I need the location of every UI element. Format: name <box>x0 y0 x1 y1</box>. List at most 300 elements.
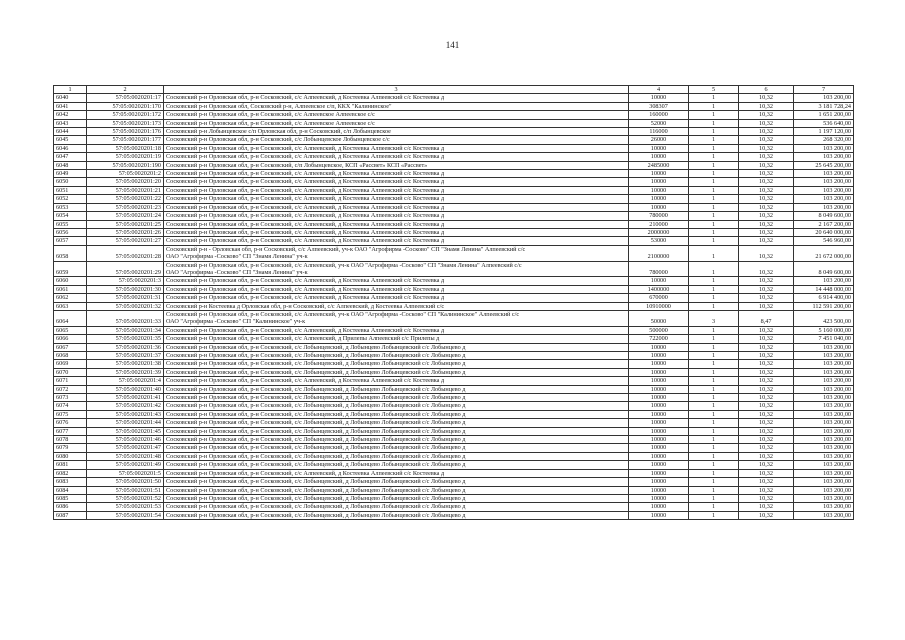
address-line: Сосковский р-н Орловская обл, р-н Сосковский, с/с Алпеевское Алпеевское с/с <box>166 119 375 127</box>
rate-cell: 10,32 <box>739 503 794 511</box>
address-cell <box>164 94 629 102</box>
category-cell: 1 <box>689 212 739 220</box>
address-cell <box>164 285 629 293</box>
table-row <box>54 511 854 519</box>
category-cell: 1 <box>689 144 739 152</box>
table-row <box>54 461 854 469</box>
table-row <box>54 212 854 220</box>
rate-cell: 10,32 <box>739 302 794 310</box>
rate-cell: 10,32 <box>739 170 794 178</box>
value-cell: 103 200,00 <box>794 277 854 285</box>
value-cell: 103 200,00 <box>794 452 854 460</box>
cadastral-number-cell: 57:05:0020201:51 <box>87 486 164 494</box>
address-line: Сосковский р-н Орловская обл, р-н Сосковский, с/с Лобынцевский, д Лобынцево Лобынцевский с/с Лобынцево д <box>166 478 466 486</box>
rate-cell: 10,32 <box>739 102 794 110</box>
address-line: Сосковский р-н Орловская обл, р-н Сосковский, с/с Лобынцевский, д Лобынцево Лобынцевский с/с Лобынцево д <box>166 419 466 427</box>
value-cell: 103 200,00 <box>794 343 854 351</box>
rate-cell: 10,32 <box>739 261 794 277</box>
rate-cell: 10,32 <box>739 285 794 293</box>
category-cell: 1 <box>689 352 739 360</box>
cadastral-number-cell: 57:05:0020201:42 <box>87 402 164 410</box>
table-row <box>54 228 854 236</box>
category-cell: 1 <box>689 494 739 502</box>
table-row <box>54 153 854 161</box>
row-number-cell: 6073 <box>54 394 87 402</box>
row-number-cell: 6080 <box>54 452 87 460</box>
table-row <box>54 170 854 178</box>
cadastral-number-cell: 57:05:0020201:49 <box>87 461 164 469</box>
address-line: Сосковский р-н Орловская обл, р-н Сосковский, с/с Лобынцевский, д Лобынцево Лобынцевский с/с Лобынцево д <box>166 444 466 452</box>
land-plots-table <box>53 85 854 520</box>
address-line: Сосковский р-н Орловская обл, р-н Сосковский, с/с Лобынцевский, д Лобынцево Лобынцевский с/с Лобынцево д <box>166 402 466 410</box>
cadastral-number-cell: 57:05:0020201:173 <box>87 119 164 127</box>
cadastral-number-cell: 57:05:0020201:32 <box>87 302 164 310</box>
address-cell <box>164 452 629 460</box>
area-cell: 10000 <box>629 402 689 410</box>
rate-cell: 10,32 <box>739 228 794 236</box>
category-cell: 1 <box>689 326 739 334</box>
value-cell: 103 200,00 <box>794 385 854 393</box>
value-cell: 103 200,00 <box>794 503 854 511</box>
area-cell: 2100000 <box>629 245 689 261</box>
area-cell: 26000 <box>629 136 689 144</box>
address-line: Сосковский р-н Орловская обл, р-н Сосковский, с/с Алпеевский, д Костеевка Алпеевский с/с Костеевка д <box>166 170 445 178</box>
address-cell <box>164 494 629 502</box>
category-cell: 1 <box>689 170 739 178</box>
row-number-cell: 6064 <box>54 310 87 326</box>
area-cell: 10000 <box>629 419 689 427</box>
cadastral-number-cell: 57:05:0020201:44 <box>87 419 164 427</box>
area-cell: 10000 <box>629 352 689 360</box>
rate-cell: 10,32 <box>739 237 794 245</box>
cadastral-number-cell: 57:05:0020201:3 <box>87 277 164 285</box>
category-cell: 1 <box>689 335 739 343</box>
cadastral-number-cell: 57:05:0020201:30 <box>87 285 164 293</box>
category-cell: 1 <box>689 153 739 161</box>
category-cell: 1 <box>689 186 739 194</box>
value-cell: 1 651 200,00 <box>794 111 854 119</box>
table-row <box>54 494 854 502</box>
value-cell: 103 200,00 <box>794 186 854 194</box>
address-cell <box>164 335 629 343</box>
value-cell: 103 200,00 <box>794 419 854 427</box>
address-cell <box>164 294 629 302</box>
rate-cell: 10,32 <box>739 436 794 444</box>
table-header-row <box>54 86 854 94</box>
address-cell <box>164 461 629 469</box>
area-cell: 10000 <box>629 170 689 178</box>
value-cell: 103 200,00 <box>794 178 854 186</box>
row-number-cell: 6063 <box>54 302 87 310</box>
row-number-cell: 6067 <box>54 343 87 351</box>
area-cell: 116000 <box>629 128 689 136</box>
address-line: Сосковский р-н Орловская обл, р-н Сосковский, с/с Алпеевский, д Костеевка Алпеевский с/с Костеевка д <box>166 153 445 161</box>
rate-cell: 10,32 <box>739 444 794 452</box>
category-cell: 1 <box>689 277 739 285</box>
cadastral-number-cell: 57:05:0020201:36 <box>87 343 164 351</box>
cadastral-number-cell: 57:05:0020201:41 <box>87 394 164 402</box>
cadastral-number-cell: 57:05:0020201:35 <box>87 335 164 343</box>
category-cell: 1 <box>689 111 739 119</box>
value-cell: 103 200,00 <box>794 478 854 486</box>
area-cell: 10000 <box>629 394 689 402</box>
address-line: Сосковский р-н - Орловская обл, р-н Сосковский, с/с Алпеевский, уч-к ОАО "Агрофирма -Сосково" СП "Знамя Ленина" Алпеевский с/с <box>166 245 526 253</box>
table-row <box>54 343 854 351</box>
row-number-cell: 6049 <box>54 170 87 178</box>
address-line: Сосковский р-н Орловская обл, р-н Сосковский, с/с Лобынцевский, д Лобынцево Лобынцевский с/с Лобынцево д <box>166 352 466 359</box>
area-cell: 160000 <box>629 111 689 119</box>
rate-cell: 10,32 <box>739 195 794 203</box>
category-cell: 1 <box>689 452 739 460</box>
category-cell: 1 <box>689 102 739 110</box>
rate-cell: 10,32 <box>739 478 794 486</box>
category-cell: 1 <box>689 220 739 228</box>
rate-cell: 10,32 <box>739 326 794 334</box>
address-cell <box>164 469 629 477</box>
value-cell: 103 200,00 <box>794 486 854 494</box>
address-line: Сосковский р-н Орловская обл, р-н Сосковский, с/с Лобынцевский, д Лобынцево Лобынцевский с/с Лобынцево д <box>166 494 466 502</box>
cadastral-number-cell: 57:05:0020201:46 <box>87 436 164 444</box>
category-cell: 1 <box>689 427 739 435</box>
category-cell: 1 <box>689 419 739 427</box>
address-line: Сосковский р-н Орловская обл, р-н Сосковский, с/с Лобынцевский, д Лобынцево Лобынцевский с/с Лобынцево д <box>166 360 466 368</box>
table-row <box>54 360 854 368</box>
value-cell: 546 960,00 <box>794 237 854 245</box>
address-line: Сосковский р-н Орловская обл, р-н Сосковский, с/с Алпеевский, д Костеевка Алпеевский с/с Костеевка д <box>166 277 445 285</box>
value-cell: 536 640,00 <box>794 119 854 127</box>
cadastral-number-cell: 57:05:0020201:40 <box>87 385 164 393</box>
row-number-cell: 6040 <box>54 94 87 102</box>
row-number-cell: 6087 <box>54 511 87 519</box>
address-cell <box>164 402 629 410</box>
area-cell: 10000 <box>629 494 689 502</box>
row-number-cell: 6060 <box>54 277 87 285</box>
area-cell: 10000 <box>629 186 689 194</box>
address-line: Сосковский р-н Орловская обл, р-н Сосковский, с/с Лобынцевский, д Лобынцево Лобынцевский с/с Лобынцево д <box>166 486 466 494</box>
category-cell: 1 <box>689 410 739 418</box>
value-cell: 103 200,00 <box>794 494 854 502</box>
area-cell: 10000 <box>629 444 689 452</box>
address-cell <box>164 486 629 494</box>
row-number-cell: 6043 <box>54 119 87 127</box>
area-cell: 10000 <box>629 469 689 477</box>
header-cell: 7 <box>794 86 854 94</box>
category-cell: 1 <box>689 486 739 494</box>
address-line: Сосковский р-н Орловская обл, р-н Сосковский, с/с Лобынцевский, д Лобынцево Лобынцевский с/с Лобынцево д <box>166 503 466 511</box>
cadastral-number-cell: 57:05:0020201:34 <box>87 326 164 334</box>
area-cell: 52000 <box>629 119 689 127</box>
row-number-cell: 6053 <box>54 203 87 211</box>
table-row <box>54 394 854 402</box>
table-row <box>54 94 854 102</box>
table-row <box>54 195 854 203</box>
address-line: Сосковский р-н Орловская обл, р-н Сосковский, с/с Лобынцевский, д Лобынцево Лобынцевский с/с Лобынцево д <box>166 394 466 402</box>
address-line: Сосковский р-н Орловская обл, р-н Сосковский, с/с Лобынцевский, д Лобынцево Лобынцевский с/с Лобынцево д <box>166 452 466 460</box>
value-cell: 103 200,00 <box>794 203 854 211</box>
cadastral-number-cell: 57:05:0020201:43 <box>87 410 164 418</box>
cadastral-number-cell: 57:05:0020201:17 <box>87 94 164 102</box>
cadastral-number-cell: 57:05:0020201:190 <box>87 161 164 169</box>
value-cell: 7 451 040,00 <box>794 335 854 343</box>
row-number-cell: 6061 <box>54 285 87 293</box>
row-number-cell: 6050 <box>54 178 87 186</box>
address-cell <box>164 144 629 152</box>
value-cell: 8 049 600,00 <box>794 212 854 220</box>
address-cell <box>164 343 629 351</box>
category-cell: 1 <box>689 136 739 144</box>
address-line: ОАО "Агрофирма -Сосково" СП "Калининское" уч-к <box>166 318 306 326</box>
area-cell: 10000 <box>629 427 689 435</box>
table-row <box>54 144 854 152</box>
category-cell: 1 <box>689 178 739 186</box>
address-cell <box>164 203 629 211</box>
area-cell: 10000 <box>629 461 689 469</box>
address-line: Сосковский р-н Орловская обл, р-н Сосковский, с/с Алпеевский, д Костеевка Алпеевский с/с Костеевка д <box>166 195 445 203</box>
category-cell: 1 <box>689 436 739 444</box>
rate-cell: 10,32 <box>739 277 794 285</box>
row-number-cell: 6083 <box>54 478 87 486</box>
category-cell: 1 <box>689 461 739 469</box>
address-line: Сосковский р-н Орловская обл, р-н Сосковский, с/с Алпеевский, д Костеевка Алпеевский с/с Костеевка д <box>166 326 445 334</box>
category-cell: 1 <box>689 203 739 211</box>
rate-cell: 10,32 <box>739 410 794 418</box>
value-cell: 103 200,00 <box>794 511 854 519</box>
rate-cell: 10,32 <box>739 136 794 144</box>
table-row <box>54 452 854 460</box>
category-cell: 1 <box>689 377 739 385</box>
category-cell: 1 <box>689 385 739 393</box>
table-row <box>54 161 854 169</box>
row-number-cell: 6056 <box>54 228 87 236</box>
address-cell <box>164 326 629 334</box>
cadastral-number-cell: 57:05:0020201:4 <box>87 377 164 385</box>
table-row <box>54 277 854 285</box>
row-number-cell: 6057 <box>54 237 87 245</box>
rate-cell: 10,32 <box>739 427 794 435</box>
address-line: Сосковский р-н Орловская обл, р-н Сосковский, с/с Алпеевское Алпеевское с/с <box>166 111 375 119</box>
area-cell: 10000 <box>629 511 689 519</box>
rate-cell: 10,32 <box>739 385 794 393</box>
rate-cell: 10,32 <box>739 419 794 427</box>
area-cell: 10000 <box>629 503 689 511</box>
area-cell: 10000 <box>629 144 689 152</box>
table-row <box>54 436 854 444</box>
row-number-cell: 6052 <box>54 195 87 203</box>
table-row <box>54 302 854 310</box>
cadastral-number-cell: 57:05:0020201:53 <box>87 503 164 511</box>
address-line: Сосковский р-н Орловская обл, р-н Сосковский, с/с Лобынцевский, д Лобынцево Лобынцевский с/с Лобынцево д <box>166 368 466 376</box>
table-row <box>54 128 854 136</box>
area-cell: 10000 <box>629 178 689 186</box>
area-cell: 780000 <box>629 212 689 220</box>
value-cell: 103 200,00 <box>794 444 854 452</box>
value-cell: 103 200,00 <box>794 377 854 385</box>
rate-cell: 10,32 <box>739 461 794 469</box>
row-number-cell: 6072 <box>54 385 87 393</box>
area-cell: 10000 <box>629 277 689 285</box>
address-line: Сосковский р-н Орловская обл, р-н Сосковский, с/с Алпеевский, уч-к ОАО "Агрофирма -Сосково" СП "Знамя Ленина" Алпеевский с/с <box>166 261 522 269</box>
table-row <box>54 310 854 326</box>
category-cell: 1 <box>689 237 739 245</box>
rate-cell: 10,32 <box>739 161 794 169</box>
value-cell: 5 160 000,00 <box>794 326 854 334</box>
cadastral-number-cell: 57:05:0020201:170 <box>87 102 164 110</box>
category-cell: 1 <box>689 195 739 203</box>
area-cell: 10000 <box>629 478 689 486</box>
cadastral-number-cell: 57:05:0020201:29 <box>87 261 164 277</box>
header-cell: 1 <box>54 86 87 94</box>
category-cell: 1 <box>689 394 739 402</box>
row-number-cell: 6079 <box>54 444 87 452</box>
header-cell: 2 <box>87 86 164 94</box>
area-cell: 308307 <box>629 102 689 110</box>
row-number-cell: 6046 <box>54 144 87 152</box>
rate-cell: 10,32 <box>739 402 794 410</box>
cadastral-number-cell: 57:05:0020201:5 <box>87 469 164 477</box>
row-number-cell: 6084 <box>54 486 87 494</box>
row-number-cell: 6066 <box>54 335 87 343</box>
address-line: Сосковский р-н Орловская обл, р-н Сосковский, с/с Лобынцевский, д Лобынцево Лобынцевский с/с Лобынцево д <box>166 343 466 351</box>
row-number-cell: 6069 <box>54 360 87 368</box>
address-cell <box>164 302 629 310</box>
table-row <box>54 237 854 245</box>
table-row <box>54 469 854 477</box>
area-cell: 210000 <box>629 220 689 228</box>
row-number-cell: 6048 <box>54 161 87 169</box>
area-cell: 10000 <box>629 486 689 494</box>
category-cell: 3 <box>689 310 739 326</box>
row-number-cell: 6042 <box>54 111 87 119</box>
address-line: Сосковский р-н Орловская обл, р-н Сосковский, с/с Лобынцевский, д Лобынцево Лобынцевский с/с Лобынцево д <box>166 511 466 519</box>
address-cell <box>164 153 629 161</box>
address-cell <box>164 237 629 245</box>
value-cell: 103 200,00 <box>794 170 854 178</box>
address-cell <box>164 111 629 119</box>
table-row <box>54 503 854 511</box>
area-cell: 10000 <box>629 195 689 203</box>
category-cell: 1 <box>689 503 739 511</box>
table-row <box>54 102 854 110</box>
rate-cell: 10,32 <box>739 469 794 477</box>
value-cell: 103 200,00 <box>794 394 854 402</box>
cadastral-number-cell: 57:05:0020201:26 <box>87 228 164 236</box>
table-row <box>54 419 854 427</box>
area-cell: 780000 <box>629 261 689 277</box>
rate-cell: 10,32 <box>739 245 794 261</box>
row-number-cell: 6076 <box>54 419 87 427</box>
cadastral-number-cell: 57:05:0020201:19 <box>87 153 164 161</box>
area-cell: 10000 <box>629 436 689 444</box>
rate-cell: 10,32 <box>739 368 794 376</box>
area-cell: 2485000 <box>629 161 689 169</box>
rate-cell: 10,32 <box>739 335 794 343</box>
area-cell: 10000 <box>629 203 689 211</box>
address-cell <box>164 310 629 326</box>
rate-cell: 10,32 <box>739 144 794 152</box>
value-cell: 103 200,00 <box>794 352 854 360</box>
area-cell: 10000 <box>629 385 689 393</box>
rate-cell: 10,32 <box>739 377 794 385</box>
cadastral-number-cell: 57:05:0020201:37 <box>87 352 164 360</box>
cadastral-number-cell: 57:05:0020201:20 <box>87 178 164 186</box>
row-number-cell: 6081 <box>54 461 87 469</box>
address-line: Сосковский р-н Орловская обл, р-н Сосковский, с/с Алпеевский, д Костеевка Алпеевский с/с Костеевка д <box>166 285 445 293</box>
address-cell <box>164 511 629 519</box>
value-cell: 103 200,00 <box>794 360 854 368</box>
area-cell: 10000 <box>629 377 689 385</box>
row-number-cell: 6041 <box>54 102 87 110</box>
cadastral-number-cell: 57:05:0020201:2 <box>87 170 164 178</box>
table-row <box>54 410 854 418</box>
row-number-cell: 6062 <box>54 294 87 302</box>
cadastral-number-cell: 57:05:0020201:38 <box>87 360 164 368</box>
rate-cell: 10,32 <box>739 186 794 194</box>
rate-cell: 10,32 <box>739 128 794 136</box>
category-cell: 1 <box>689 444 739 452</box>
address-line: Сосковский р-н Костеевка д Орловская обл, р-н Сосковский, с/с Алпеевский, д Костеевка Алпеевский с/с <box>166 302 445 310</box>
address-line: Сосковский р-н Орловская обл, р-н Сосковский, с/с Лобынцевский, д Лобынцево Лобынцевский с/с Лобынцево д <box>166 410 466 418</box>
rate-cell: 10,32 <box>739 360 794 368</box>
address-cell <box>164 352 629 360</box>
rate-cell: 10,32 <box>739 343 794 351</box>
address-cell <box>164 503 629 511</box>
value-cell: 103 200,00 <box>794 195 854 203</box>
category-cell: 1 <box>689 285 739 293</box>
address-line: Сосковский р-н Орловская обл, р-н Сосковский, с/с Алпеевский, д Костеевка Алпеевский с/с Костеевка д <box>166 178 445 186</box>
cadastral-number-cell: 57:05:0020201:47 <box>87 444 164 452</box>
table-row <box>54 186 854 194</box>
category-cell: 1 <box>689 128 739 136</box>
category-cell: 1 <box>689 402 739 410</box>
row-number-cell: 6065 <box>54 326 87 334</box>
header-cell: 4 <box>629 86 689 94</box>
address-cell <box>164 128 629 136</box>
address-cell <box>164 368 629 376</box>
table-row <box>54 220 854 228</box>
address-line: Сосковский р-н Орловская обл, р-н Сосковский, с/с Алпеевский, д Костеевка Алпеевский с/с Костеевка д <box>166 203 445 211</box>
address-cell <box>164 360 629 368</box>
cadastral-number-cell: 57:05:0020201:45 <box>87 427 164 435</box>
header-cell: 5 <box>689 86 739 94</box>
address-cell <box>164 436 629 444</box>
value-cell: 423 500,00 <box>794 310 854 326</box>
cadastral-number-cell: 57:05:0020201:39 <box>87 368 164 376</box>
area-cell: 2000000 <box>629 228 689 236</box>
address-line: Сосковский р-н Орловская обл, р-н Сосковский, с/с Алпеевский, д Костеевка Алпеевский с/с Костеевка д <box>166 94 445 102</box>
row-number-cell: 6075 <box>54 410 87 418</box>
table-row <box>54 136 854 144</box>
address-cell <box>164 427 629 435</box>
cadastral-number-cell: 57:05:0020201:50 <box>87 478 164 486</box>
row-number-cell: 6055 <box>54 220 87 228</box>
rate-cell: 10,32 <box>739 111 794 119</box>
rate-cell: 10,32 <box>739 352 794 360</box>
address-line: Сосковский р-н Орловская обл, р-н Сосковский, с/с Алпеевский, уч-к ОАО "Агрофирма -Сосково" СП "Калининское" Алпеевский с/с <box>166 310 520 318</box>
area-cell: 10000 <box>629 153 689 161</box>
row-number-cell: 6045 <box>54 136 87 144</box>
cadastral-number-cell: 57:05:0020201:177 <box>87 136 164 144</box>
value-cell: 103 200,00 <box>794 461 854 469</box>
row-number-cell: 6082 <box>54 469 87 477</box>
rate-cell: 10,32 <box>739 153 794 161</box>
table-row <box>54 178 854 186</box>
address-line: Сосковский р-н Орловская обл, р-н Сосковский, с/с Алпеевский, д Костеевка Алпеевский с/с Костеевка д <box>166 186 445 194</box>
address-line: ОАО "Агрофирма -Сосково" СП "Знамя Ленина" уч-к <box>166 253 308 261</box>
address-cell <box>164 170 629 178</box>
row-number-cell: 6086 <box>54 503 87 511</box>
rate-cell: 10,32 <box>739 203 794 211</box>
cadastral-number-cell: 57:05:0020201:28 <box>87 245 164 261</box>
